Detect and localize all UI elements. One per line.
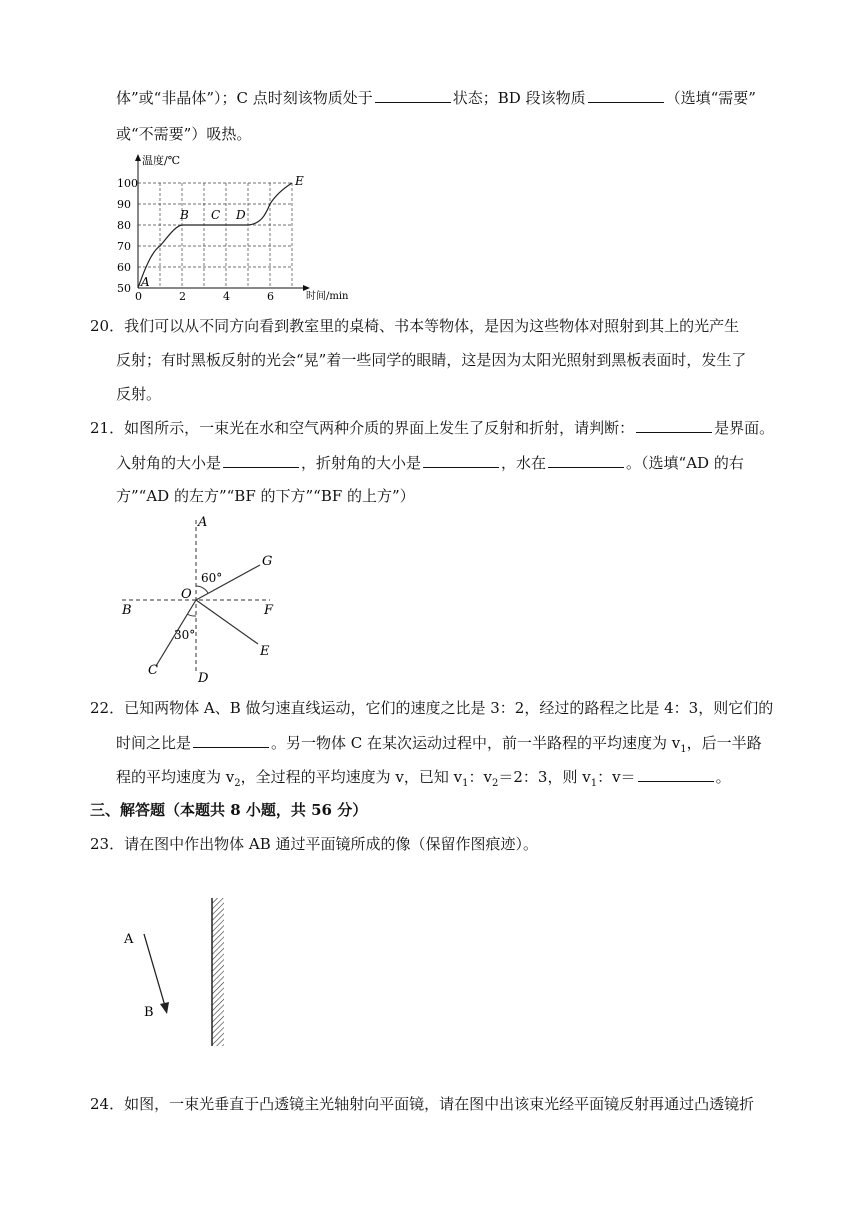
label-A: A	[124, 932, 134, 947]
q19-line2: 或“不需要”）吸热。	[116, 125, 252, 143]
q21-line3: 方”“AD 的左方”“BF 的下方”“BF 的上方”）	[116, 487, 415, 505]
q22-line2: 时间之比是 。另一物体 C 在某次运动过程中，前一半路程的平均速度为 $v_1$，后一半路	[116, 734, 762, 755]
y-axis-arrow-icon	[135, 154, 141, 161]
answer-blank[interactable]	[588, 88, 664, 103]
label-60: 60°	[201, 571, 223, 585]
answer-blank[interactable]	[423, 453, 499, 468]
label-G: G	[262, 554, 273, 569]
q19-line1: 体”或“非晶体”）；C 点时刻该物质处于 状态；BD 段该物质 （选填“需要”	[116, 89, 756, 107]
q23-line1: 23．请在图中作出物体 AB 通过平面镜所成的像（保留作图痕迹）。	[90, 835, 538, 853]
label-O: O	[181, 587, 192, 602]
angle-arc-60	[196, 586, 208, 593]
y-tick-label: 70	[117, 240, 131, 253]
angle-arc-30	[187, 614, 196, 616]
chart-grid	[138, 183, 292, 288]
mirror-hatching	[212, 898, 224, 1046]
label-E: E	[260, 644, 270, 659]
q20-line1: 20．我们可以从不同方向看到教室里的桌椅、书本等物体，是因为这些物体对照射到其上的光产生	[90, 317, 740, 335]
label-30: 30°	[174, 628, 196, 642]
plane-mirror-figure	[110, 892, 270, 1052]
chart-curve	[138, 183, 292, 288]
q24-line1: 24．如图，一束光垂直于凸透镜主光轴射向平面镜，请在图中出该束光经平面镜反射再通过凸透镜折	[90, 1095, 755, 1113]
answer-blank[interactable]	[223, 453, 299, 468]
label-D: D	[198, 671, 209, 686]
temperature-curve	[138, 183, 292, 288]
point-label-B: B	[180, 208, 189, 222]
x-tick-label: 2	[179, 290, 186, 303]
answer-blank[interactable]	[638, 767, 714, 782]
answer-blank[interactable]	[193, 733, 269, 748]
label-C: C	[148, 663, 158, 678]
label-A: A	[198, 515, 208, 530]
section-heading: 三、解答题（本题共 8 小题，共 56 分）	[90, 801, 368, 819]
point-label-C: C	[211, 208, 221, 222]
point-label-E: E	[295, 174, 304, 188]
arrow-head-icon	[160, 1002, 169, 1014]
reflection-refraction-figure	[110, 510, 410, 690]
label-B: B	[144, 1005, 154, 1020]
answer-blank[interactable]	[375, 88, 451, 103]
q21-line2: 入射角的大小是 ，折射角的大小是 ，水在 。（选填“AD 的右	[116, 454, 744, 472]
y-tick-label: 60	[117, 261, 131, 274]
x-axis-label: 时间/min	[306, 291, 349, 302]
x-tick-label: 0	[135, 290, 142, 303]
y-tick-label: 100	[117, 177, 138, 190]
q20-line2: 反射；有时黑板反射的光会“晃”着一些同学的眼睛，这是因为太阳光照射到黑板表面时，发生了	[116, 351, 747, 369]
q22-line1: 22．已知两物体 A、B 做匀速直线运动，它们的速度之比是 3：2，经过的路程之比是 4：3，则它们的	[90, 699, 774, 717]
y-axis-label: 温度/℃	[142, 154, 181, 167]
point-label-D: D	[236, 208, 246, 222]
chart-axes	[135, 154, 310, 291]
y-tick-label: 50	[117, 282, 131, 295]
label-B: B	[122, 603, 132, 618]
q22-line3: 程的平均速度为 $v_2$，全过程的平均速度为 v，已知 $v_1$：$v_2=2$：3，则 $v_1$：v＝ 。	[116, 768, 731, 789]
point-label-A: A	[141, 275, 150, 289]
q21-line1: 21．如图所示，一束光在水和空气两种介质的界面上发生了反射和折射，请判断： 是界面。	[90, 419, 775, 437]
temperature-time-chart	[110, 152, 350, 302]
x-tick-label: 4	[223, 290, 230, 303]
y-tick-label: 80	[117, 219, 131, 232]
x-tick-label: 6	[267, 290, 274, 303]
answer-blank[interactable]	[548, 453, 624, 468]
q20-line3: 反射。	[116, 385, 162, 403]
y-tick-label: 90	[117, 198, 131, 211]
chart-point-labels	[140, 174, 304, 289]
ray-OE	[196, 600, 258, 644]
answer-blank[interactable]	[636, 418, 712, 433]
label-F: F	[264, 603, 274, 618]
object-AB	[144, 934, 165, 1006]
